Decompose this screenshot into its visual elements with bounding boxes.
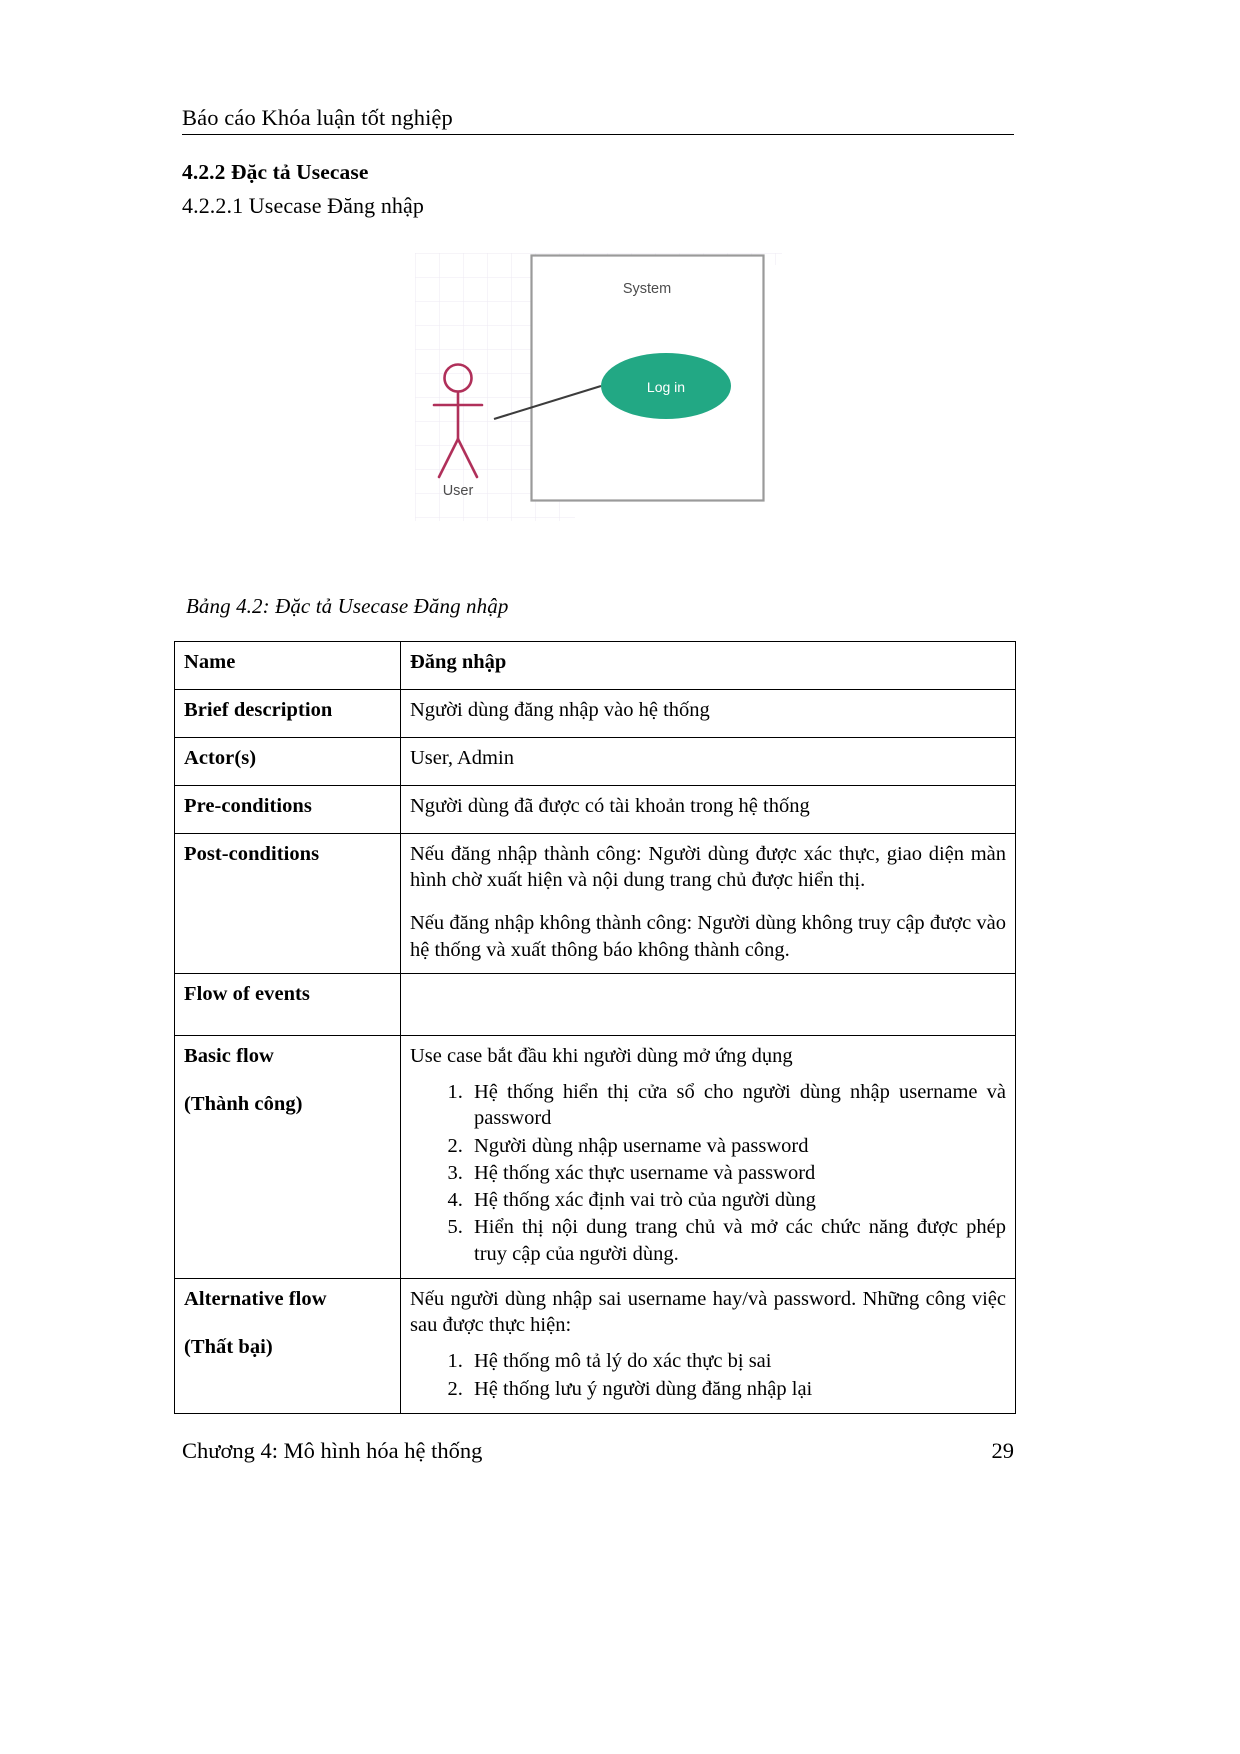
table-row — [175, 690, 1016, 738]
table-row — [175, 973, 1016, 1035]
row-label-main: Alternative flow — [184, 1287, 327, 1310]
row-label: Post-conditions — [175, 834, 401, 974]
row-label-main: Basic flow — [184, 1044, 274, 1067]
row-label-sub: (Thành công) — [184, 1093, 303, 1116]
system-label: System — [622, 281, 672, 297]
usecase-spec-table — [174, 641, 1016, 1414]
footer-chapter-text: Chương 4: Mô hình hóa hệ thống — [182, 1438, 483, 1463]
usecase-diagram-figure — [415, 253, 782, 521]
cell-paragraph: Nếu người dùng nhập sai username hay/và password. Những công việc sau được thực hiện: — [410, 1287, 1006, 1337]
table-row — [175, 834, 1016, 974]
table-row — [175, 786, 1016, 834]
usecase-spec-table-body — [175, 642, 1016, 1414]
table-row — [175, 642, 1016, 690]
table-row — [175, 738, 1016, 786]
cell-paragraph: Use case bắt đầu khi người dùng mở ứng dụng — [410, 1044, 793, 1067]
cell-paragraph: Nếu đăng nhập thành công: Người dùng được xác thực, giao diện màn hình chờ xuất hiện và nội dung trang chủ được hiển thị. — [410, 843, 1006, 892]
cell-paragraph: Người dùng đăng nhập vào hệ thống — [410, 699, 710, 721]
list-item: 2. Người dùng nhập username và password — [468, 1133, 1006, 1159]
page-number: 29 — [991, 1438, 1014, 1463]
row-label: Name — [175, 642, 401, 690]
cell-paragraph: User, Admin — [410, 747, 514, 769]
row-value — [401, 642, 1016, 690]
row-label: Actor(s) — [175, 738, 401, 786]
list-item: 4. Hệ thống xác định vai trò của người dùng — [468, 1187, 1006, 1213]
list-item: 3. Hệ thống xác thực username và password — [468, 1160, 1006, 1186]
list-item: 1. Hệ thống mô tả lý do xác thực bị sai — [468, 1348, 1006, 1374]
table-row — [175, 1278, 1016, 1413]
usecase-label: Log in — [646, 379, 686, 395]
list-item: 1. Hệ thống hiển thị cửa sổ cho người dùng nhập username và password — [468, 1079, 1006, 1131]
cell-paragraph: Nếu đăng nhập không thành công: Người dùng không truy cập được vào hệ thống và xuất thông báo không thành công. — [410, 912, 1006, 961]
cell-paragraph: Người dùng đã được có tài khoản trong hệ thống — [410, 795, 810, 817]
row-value — [401, 1035, 1016, 1278]
usecase-diagram-svg — [415, 253, 782, 521]
table-row — [175, 1035, 1016, 1278]
row-label-sub: (Thất bại) — [184, 1336, 273, 1359]
row-label: Brief description — [175, 690, 401, 738]
list-item: 2. Hệ thống lưu ý người dùng đăng nhập lại — [468, 1376, 1006, 1402]
row-value — [401, 834, 1016, 974]
subsection-heading: 4.2.2.1 Usecase Đăng nhập — [182, 193, 424, 218]
cell-paragraph: Đăng nhập — [410, 651, 507, 673]
row-label — [175, 1035, 401, 1278]
row-label — [175, 1278, 401, 1413]
row-value — [401, 690, 1016, 738]
row-label: Pre-conditions — [175, 786, 401, 834]
basic-flow-list — [410, 1079, 1006, 1267]
running-header — [182, 106, 1014, 135]
page-footer — [182, 1438, 1014, 1464]
row-value — [401, 738, 1016, 786]
alternative-flow-list — [410, 1348, 1006, 1401]
actor-label: User — [442, 483, 474, 499]
section-heading: 4.2.2 Đặc tả Usecase — [182, 160, 369, 184]
row-value — [401, 786, 1016, 834]
row-value — [401, 1278, 1016, 1413]
row-value — [401, 973, 1016, 1035]
list-item: 5. Hiển thị nội dung trang chủ và mở các chức năng được phép truy cập của người dùng. — [468, 1214, 1006, 1266]
table-caption: Bảng 4.2: Đặc tả Usecase Đăng nhập — [186, 594, 509, 618]
running-header-text: Báo cáo Khóa luận tốt nghiệp — [182, 105, 453, 130]
row-label: Flow of events — [175, 973, 401, 1035]
